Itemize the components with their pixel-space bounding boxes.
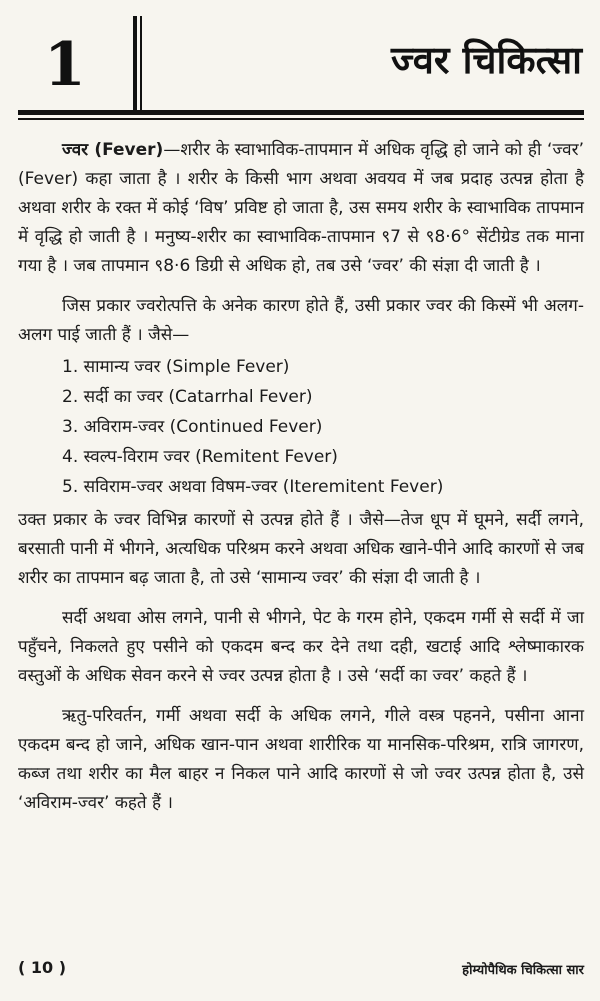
fever-definition-text: —शरीर के स्वाभाविक-तापमान में अधिक वृद्धि हो जाने को ही ‘ज्वर’ (Fever) कहा जाता है । शरीर के किसी भाग अथवा अवयव में जब प्रदाह उत्पन्न होता है अथवा शरीर के रक्त में कोई ‘विष’ प्रविष्ट हो जाता है, उस समय शरीर के स्वाभाविक तापमान में वृद्धि हो जाती है । मनुष्य-शरीर का स्वाभाविक-तापमान ९7 से ९8·6° सेंटीग्रेड तक माना गया है । जब तापमान ९8·6 डिग्री से अधिक हो, तब उसे ‘ज्वर’ की संज्ञा दी जाती है । [18,140,584,276]
paragraph-fever-types-intro: जिस प्रकार ज्वरोत्पत्ति के अनेक कारण होते हैं, उसी प्रकार ज्वर की किस्में भी अलग-अलग पाई जाती हैं । जैसे— [18,296,584,345]
paragraph-fever-definition [18,136,584,281]
paragraph-simple-fever-causes: उक्त प्रकार के ज्वर विभिन्न कारणों से उत्पन्न होते हैं । जैसे—तेज धूप में घूमने, सर्दी लगने, बरसाती पानी में भीगने, अत्यधिक परिश्रम करने अथवा अधिक खाने-पीने आदि कारणों से जब शरीर का तापमान बढ़ जाता है, तो उसे ‘सामान्य ज्वर’ की संज्ञा दी जाती है । [18,510,584,588]
paragraph-catarrhal-fever-causes: सर्दी अथवा ओस लगने, पानी से भीगने, पेट के गरम होने, एकदम गर्मी से सर्दी में जा पहुँचने, निकलते हुए पसीने को एकदम बन्द कर देने तथा दही, खटाई आदि श्लेष्माकारक वस्तुओं के अधिक सेवन करने से ज्वर उत्पन्न होता है । उसे ‘सर्दी का ज्वर’ कहते हैं । [18,608,584,686]
page-footer [18,958,584,984]
paragraph-continued-fever-causes: ऋतु-परिवर्तन, गर्मी अथवा सर्दी के अधिक लगने, गीले वस्त्र पहनने, पसीना आना एकदम बन्द हो जाने, अधिक खान-पान अथवा शारीरिक या मानसिक-परिश्रम, रात्रि जागरण, कब्ज तथा शरीर का मैल बाहर न निकल पाने आदि कारणों से जो ज्वर उत्पन्न होता है, उसे ‘अविराम-ज्वर’ कहते हैं । [18,706,584,813]
header-divider-thin [140,16,142,110]
list-item: 2. सर्दी का ज्वर (Catarrhal Fever) [62,387,313,407]
header-rule-thin [18,118,584,120]
header-rule [18,110,584,115]
chapter-title: ज्वर चिकित्सा [390,38,582,82]
page-number: ( 10 ) [18,958,67,977]
fever-types-list [18,352,584,502]
chapter-body [18,136,584,829]
list-item: 4. स्वल्प-विराम ज्वर (Remitent Fever) [62,447,338,467]
list-item: 3. अविराम-ज्वर (Continued Fever) [62,417,323,437]
chapter-number: 1 [44,30,86,100]
list-item: 5. सविराम-ज्वर अथवा विषम-ज्वर (Iteremitent Fever) [62,477,444,497]
chapter-header [0,0,600,120]
fever-term: ज्वर (Fever) [62,140,164,160]
list-item: 1. सामान्य ज्वर (Simple Fever) [62,357,290,377]
running-book-title: होम्योपैथिक चिकित्सा सार [462,963,584,978]
header-divider [133,16,137,110]
